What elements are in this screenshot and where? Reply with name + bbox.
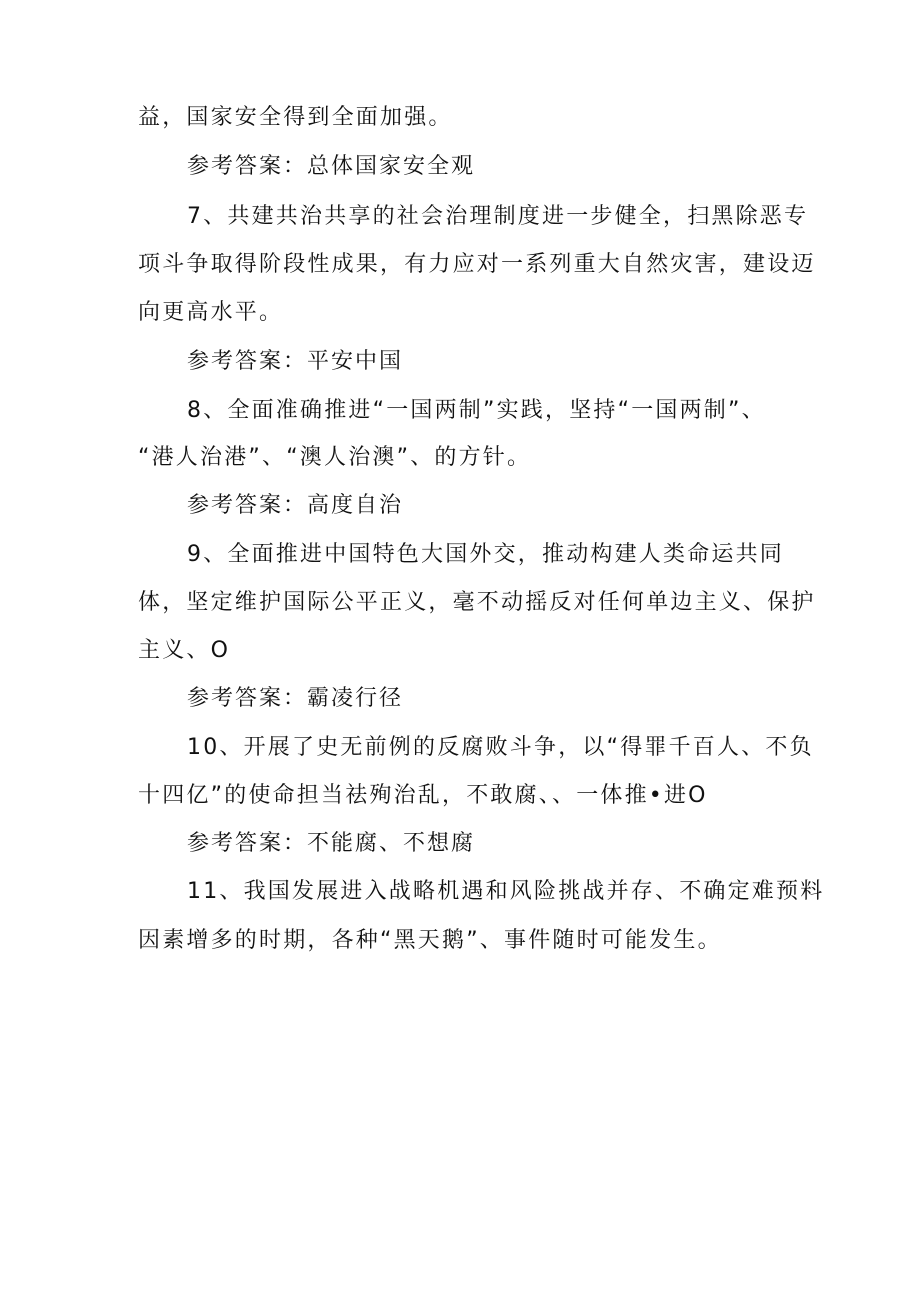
question-line: 9、全面推进中国特色大国外交，推动构建人类命运共同	[187, 542, 784, 567]
question-line: 11、我国发展进入战略机遇和风险挑战并存、不确定难预料	[187, 879, 825, 904]
text-line: 十四亿”的使命担当祛殉治乱，不敢腐、、一体推•进O	[138, 783, 708, 808]
question-line: 7、共建共治共享的社会治理制度进一步健全，扫黑除恶专	[187, 204, 809, 229]
text-line: 因素增多的时期，各种“黑天鹅”、事件随时可能发生。	[138, 928, 722, 953]
question-line: 10、开展了史无前例的反腐败斗争，以“得罪千百人、不负	[187, 735, 814, 760]
answer-line: 参考答案：霸凌行径	[187, 686, 404, 711]
answer-line: 参考答案：不能腐、不想腐	[187, 831, 476, 856]
text-line: 主义、O	[138, 638, 231, 663]
text-line: 向更高水平。	[138, 300, 284, 325]
text-line: 体，坚定维护国际公平正义，毫不动摇反对任何单边主义、保护	[138, 590, 816, 615]
answer-line: 参考答案：平安中国	[187, 349, 404, 374]
text-line: 益，国家安全得到全面加强。	[138, 105, 453, 130]
question-line: 8、全面准确推进“一国两制”实践，坚持“一国两制”、	[187, 398, 766, 423]
text-line: “港人治港”、“澳人治澳”、的方针。	[138, 445, 532, 470]
answer-line: 参考答案：总体国家安全观	[187, 154, 476, 179]
answer-line: 参考答案：高度自治	[187, 493, 404, 518]
text-line: 项斗争取得阶段性成果，有力应对一系列重大自然灾害，建设迈	[138, 252, 816, 277]
